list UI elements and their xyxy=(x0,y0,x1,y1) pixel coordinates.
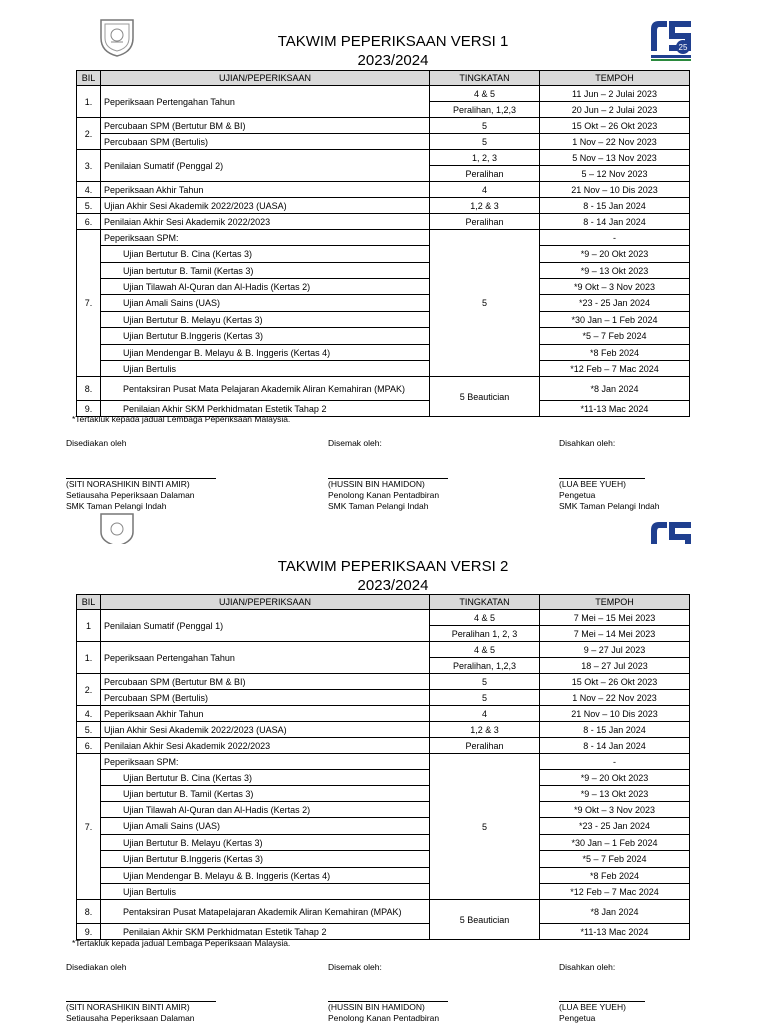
table-row: 2. Percubaan SPM (Bertutur BM & BI) 5 15 Okt – 26 Okt 2023 xyxy=(77,674,690,690)
approved-label: Disahkan oleh: xyxy=(559,962,616,972)
col-tempoh: TEMPOH xyxy=(540,595,690,610)
approved-label: Disahkan oleh: xyxy=(559,438,616,448)
col-ujian: UJIAN/PEPERIKSAAN xyxy=(101,71,430,86)
signature-block-checked: (HUSSIN BIN HAMIDON) Penolong Kanan Pentadbiran SMK Taman Pelangi Indah xyxy=(328,478,448,512)
table-row: Ujian Mendengar B. Melayu & B. Inggeris (Kertas 4) *8 Feb 2024 xyxy=(77,868,690,884)
page-year: 2023/2024 xyxy=(357,52,429,69)
exam-table-v2 xyxy=(76,594,690,940)
table-row: Peralihan 5 – 12 Nov 2023 xyxy=(77,166,690,182)
table-row: 8. Pentaksiran Pusat Matapelajaran Akademik Aliran Kemahiran (MPAK) 5 Beautician *8 Jan 2024 xyxy=(77,900,690,924)
table-row: 2. Percubaan SPM (Bertutur BM & BI) 5 15 Okt – 26 Okt 2023 xyxy=(77,118,690,134)
exam-table-v1 xyxy=(76,70,690,417)
table-row: Ujian Amali Sains (UAS) *23 - 25 Jan 2024 xyxy=(77,818,690,835)
table-row: Percubaan SPM (Bertulis) 5 1 Nov – 22 Nov 2023 xyxy=(77,690,690,706)
prepared-label: Disediakan oleh xyxy=(66,438,127,448)
table-row: Ujian Bertutur B.Inggeris (Kertas 3) *5 – 7 Feb 2024 xyxy=(77,328,690,345)
signature-block-prepared: (SITI NORASHIKIN BINTI AMIR) Setiausaha Peperiksaan Dalaman SMK Taman Pelangi Indah xyxy=(66,478,216,512)
svg-text:25: 25 xyxy=(678,43,688,52)
table-row: 6. Penilaian Akhir Sesi Akademik 2022/2023 Peralihan 8 - 14 Jan 2024 xyxy=(77,214,690,230)
table-row: 3. Penilaian Sumatif (Penggal 2) 1, 2, 3 5 Nov – 13 Nov 2023 xyxy=(77,150,690,166)
page-title: TAKWIM PEPERIKSAAN VERSI 1 xyxy=(277,33,509,50)
table-row: 9. Penilaian Akhir SKM Perkhidmatan Estetik Tahap 2 *11-13 Mac 2024 xyxy=(77,924,690,940)
table-row: 6. Penilaian Akhir Sesi Akademik 2022/2023 Peralihan 8 - 14 Jan 2024 xyxy=(77,738,690,754)
table-header xyxy=(77,595,690,610)
page-title: TAKWIM PEPERIKSAAN VERSI 2 xyxy=(277,558,509,575)
prepared-label: Disediakan oleh xyxy=(66,962,127,972)
footnote: *Tertakluk kepada jadual Lembaga Peperiksaan Malaysia. xyxy=(72,414,291,424)
checked-label: Disemak oleh: xyxy=(328,438,382,448)
signature-block-approved: (LUA BEE YUEH) Pengetua xyxy=(559,1001,645,1024)
table-row: 1 Penilaian Sumatif (Penggal 1) 4 & 5 7 Mei – 15 Mei 2023 xyxy=(77,610,690,626)
table-header xyxy=(77,71,690,86)
col-tingkatan: TINGKATAN xyxy=(430,595,540,610)
checked-label: Disemak oleh: xyxy=(328,962,382,972)
table-row: Ujian Bertutur B. Cina (Kertas 3) *9 – 20 Okt 2023 xyxy=(77,246,690,263)
table-row: 4. Peperiksaan Akhir Tahun 4 21 Nov – 10 Dis 2023 xyxy=(77,182,690,198)
footnote: *Tertakluk kepada jadual Lembaga Peperiksaan Malaysia. xyxy=(72,938,291,948)
signature-block-approved: (LUA BEE YUEH) Pengetua SMK Taman Pelangi Indah xyxy=(559,479,660,511)
table-row: Ujian bertutur B. Tamil (Kertas 3) *9 – 13 Okt 2023 xyxy=(77,786,690,802)
school-crest-logo xyxy=(96,512,138,544)
col-tingkatan: TINGKATAN xyxy=(430,71,540,86)
table-row: 4. Peperiksaan Akhir Tahun 4 21 Nov – 10 Dis 2023 xyxy=(77,706,690,722)
table-row: Peralihan, 1,2,3 20 Jun – 2 Julai 2023 xyxy=(77,102,690,118)
table-row: 1. Peperiksaan Pertengahan Tahun 4 & 5 9 – 27 Jul 2023 xyxy=(77,642,690,658)
col-tempoh: TEMPOH xyxy=(540,71,690,86)
col-ujian: UJIAN/PEPERIKSAAN xyxy=(101,595,430,610)
table-row: 9. Penilaian Akhir SKM Perkhidmatan Estetik Tahap 2 *11-13 Mac 2024 xyxy=(77,401,690,417)
table-row: Ujian Mendengar B. Melayu & B. Inggeris (Kertas 4) *8 Feb 2024 xyxy=(77,345,690,361)
table-row: Peralihan, 1,2,3 18 – 27 Jul 2023 xyxy=(77,658,690,674)
signature-block-checked: (HUSSIN BIN HAMIDON) Penolong Kanan Pentadbiran xyxy=(328,1001,448,1024)
table-row: Ujian bertutur B. Tamil (Kertas 3) *9 – 13 Okt 2023 xyxy=(77,263,690,279)
table-row: 8. Pentaksiran Pusat Mata Pelajaran Akademik Aliran Kemahiran (MPAK) 5 Beautician *8 Jan 2024 xyxy=(77,377,690,401)
page-year: 2023/2024 xyxy=(357,577,429,594)
col-bil: BIL xyxy=(77,595,101,610)
table-row: 5. Ujian Akhir Sesi Akademik 2022/2023 (UASA) 1,2 & 3 8 - 15 Jan 2024 xyxy=(77,722,690,738)
table-row: Ujian Bertulis *12 Feb – 7 Mac 2024 xyxy=(77,361,690,377)
table-row: Peralihan 1, 2, 3 7 Mei – 14 Mei 2023 xyxy=(77,626,690,642)
table-row: 1. Peperiksaan Pertengahan Tahun 4 & 5 11 Jun – 2 Julai 2023 xyxy=(77,86,690,102)
col-bil: BIL xyxy=(77,71,101,86)
table-row: Ujian Bertutur B. Melayu (Kertas 3) *30 Jan – 1 Feb 2024 xyxy=(77,835,690,851)
table-row: 5. Ujian Akhir Sesi Akademik 2022/2023 (UASA) 1,2 & 3 8 - 15 Jan 2024 xyxy=(77,198,690,214)
table-row: 7. Peperiksaan SPM: 5 - xyxy=(77,230,690,246)
signature-block-prepared: (SITI NORASHIKIN BINTI AMIR) Setiausaha Peperiksaan Dalaman xyxy=(66,1001,216,1024)
school-anniversary-logo xyxy=(647,518,695,544)
table-row: Ujian Bertutur B.Inggeris (Kertas 3) *5 – 7 Feb 2024 xyxy=(77,851,690,868)
table-row: Ujian Bertutur B. Cina (Kertas 3) *9 – 20 Okt 2023 xyxy=(77,770,690,786)
table-row: Percubaan SPM (Bertulis) 5 1 Nov – 22 Nov 2023 xyxy=(77,134,690,150)
table-row: Ujian Tilawah Al-Quran dan Al-Hadis (Kertas 2) *9 Okt – 3 Nov 2023 xyxy=(77,279,690,295)
table-row: Ujian Bertulis *12 Feb – 7 Mac 2024 xyxy=(77,884,690,900)
table-row: Ujian Amali Sains (UAS) *23 - 25 Jan 2024 xyxy=(77,295,690,312)
table-row: Ujian Bertutur B. Melayu (Kertas 3) *30 Jan – 1 Feb 2024 xyxy=(77,312,690,328)
table-row: Ujian Tilawah Al-Quran dan Al-Hadis (Kertas 2) *9 Okt – 3 Nov 2023 xyxy=(77,802,690,818)
table-row: 7. Peperiksaan SPM: 5 - xyxy=(77,754,690,770)
